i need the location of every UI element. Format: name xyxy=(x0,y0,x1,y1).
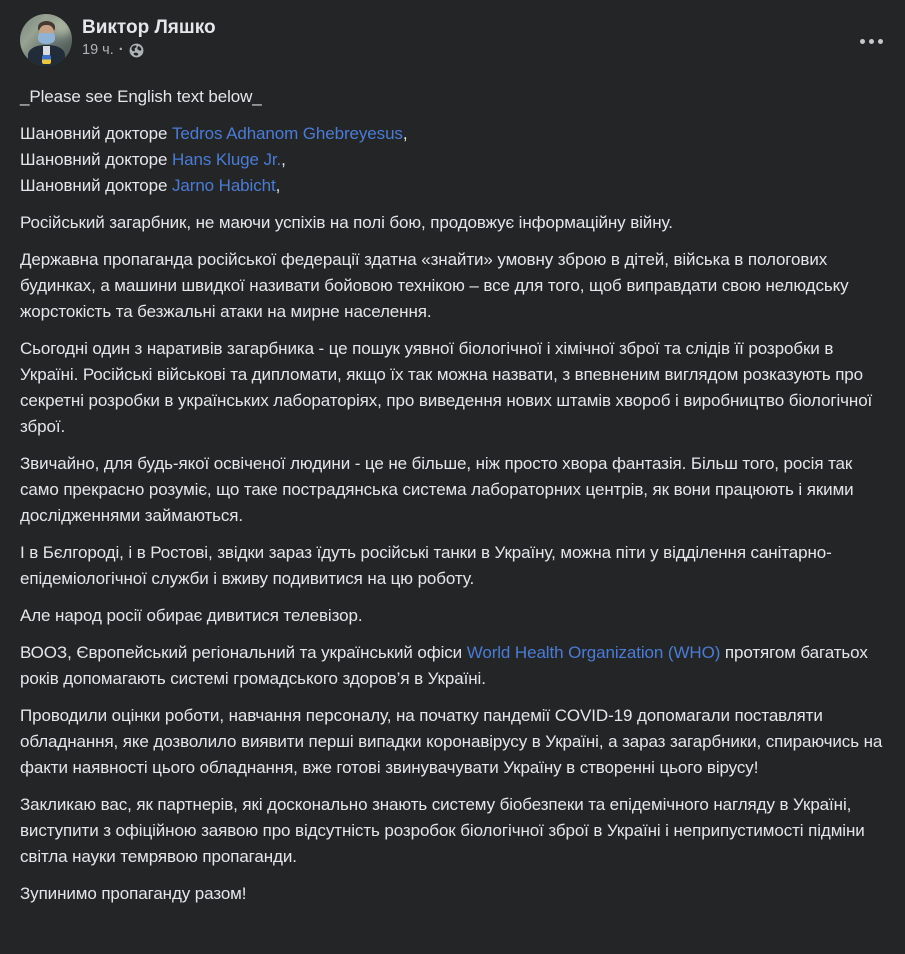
ellipsis-icon xyxy=(878,39,883,44)
post-paragraph xyxy=(20,603,885,629)
post-text-segment: Звичайно, для будь-якої освіченої людини - це не більше, ніж просто хвора фантазія. Більш того, росія так само прекрасно розуміє, що таке пострадянська система лабораторних центрів, як вони працюють і якими дослідженнями займаються. xyxy=(20,454,854,525)
post-text-segment: І в Бєлгороді, і в Ростові, звідки зараз їдуть російські танки в Україну, можна піти у відділення санітарно-епідеміологічної служби і вживу подивитися на цю роботу. xyxy=(20,543,832,588)
post-paragraph xyxy=(20,881,885,907)
post-paragraph xyxy=(20,247,885,325)
meta-separator: · xyxy=(118,42,124,58)
mention-link[interactable]: World Health Organization (WHO) xyxy=(466,643,721,662)
medical-mask-icon xyxy=(38,33,55,44)
post-paragraph xyxy=(20,703,885,781)
mention-link[interactable]: Hans Kluge Jr. xyxy=(172,150,282,169)
post-meta[interactable] xyxy=(82,42,216,58)
ellipsis-icon xyxy=(869,39,874,44)
post-text-segment: _Please see English text below_ xyxy=(20,87,262,106)
ukraine-flag-icon xyxy=(42,55,51,64)
post-text-segment: Шановний докторе xyxy=(20,176,172,195)
post-paragraph xyxy=(20,336,885,440)
post-paragraph xyxy=(20,84,885,110)
post-text-segment: Російський загарбник, не маючи успіхів на полі бою, продовжує інформаційну війну. xyxy=(20,213,673,232)
post-text-segment: Сьогодні один з наративів загарбника - це пошук уявної біологічної і хімічної зброї та слідів її розробки в Україні. Російські військові та дипломати, якщо їх так можна назвати, з впевненим виглядом розказують про секретні розробки в українських лабораторіях, про виведення нових штамів хвороб і виробництво біологічної зброї. xyxy=(20,339,873,436)
post-text-segment: Проводили оцінки роботи, навчання персоналу, на початку пандемії COVID-19 допомагали поставляти обладнання, яке дозволило виявити перші випадки коронавірусу в Україні, а зараз загарбники, спираючись на факти наявності цього обладнання, вже готові звинувачувати Україну в створенні цього вірусу! xyxy=(20,706,883,777)
timestamp[interactable]: 19 ч. xyxy=(82,42,114,58)
globe-icon xyxy=(129,43,144,58)
author-name-link[interactable]: Виктор Ляшко xyxy=(82,17,216,38)
post-text-segment: ВООЗ, Європейський регіональний та український офіси xyxy=(20,643,467,662)
post-text xyxy=(0,66,905,928)
post-text-segment: Шановний докторе xyxy=(20,124,172,143)
post-paragraph xyxy=(20,451,885,529)
mention-link[interactable]: Tedros Adhanom Ghebreyesus xyxy=(172,124,403,143)
post-paragraph xyxy=(20,792,885,870)
ellipsis-icon xyxy=(860,39,865,44)
post-text-segment: , xyxy=(281,150,286,169)
post-paragraph xyxy=(20,121,885,199)
post-text-segment: Але народ росії обирає дивитися телевізор. xyxy=(20,606,363,625)
mention-link[interactable]: Jarno Habicht xyxy=(172,176,276,195)
header-info xyxy=(82,14,216,58)
post-text-segment: , xyxy=(275,176,281,195)
avatar[interactable] xyxy=(20,14,72,66)
post-header xyxy=(0,0,905,66)
post-text-segment: Закликаю вас, як партнерів, які досконально знають систему біобезпеки та епідемічного нагляду в Україні, виступити з офіційною заявою про відсутність розробок біологічної зброї в Україні і неприпустимості підміни світла науки темрявою пропаганди. xyxy=(20,795,865,866)
post-paragraph xyxy=(20,540,885,592)
more-options-button[interactable] xyxy=(853,26,889,56)
post-text-segment: Зупинимо пропаганду разом! xyxy=(20,884,247,903)
post-paragraph xyxy=(20,640,885,692)
post-text-segment: протягом багатьох років допомагають системі громадського здоров’я в Україні. xyxy=(20,643,868,688)
post-text-segment: Шановний докторе xyxy=(20,150,172,169)
post-text-segment: , xyxy=(402,124,408,143)
post-paragraph xyxy=(20,210,885,236)
post-text-segment: Державна пропаганда російської федерації здатна «знайти» умовну зброю в дітей, війська в пологових будинках, а машини швидкої називати бойовою технікою – все для того, щоб виправдати свою нелюдську жорстокість та безжальні атаки на мирне населення. xyxy=(20,250,849,321)
